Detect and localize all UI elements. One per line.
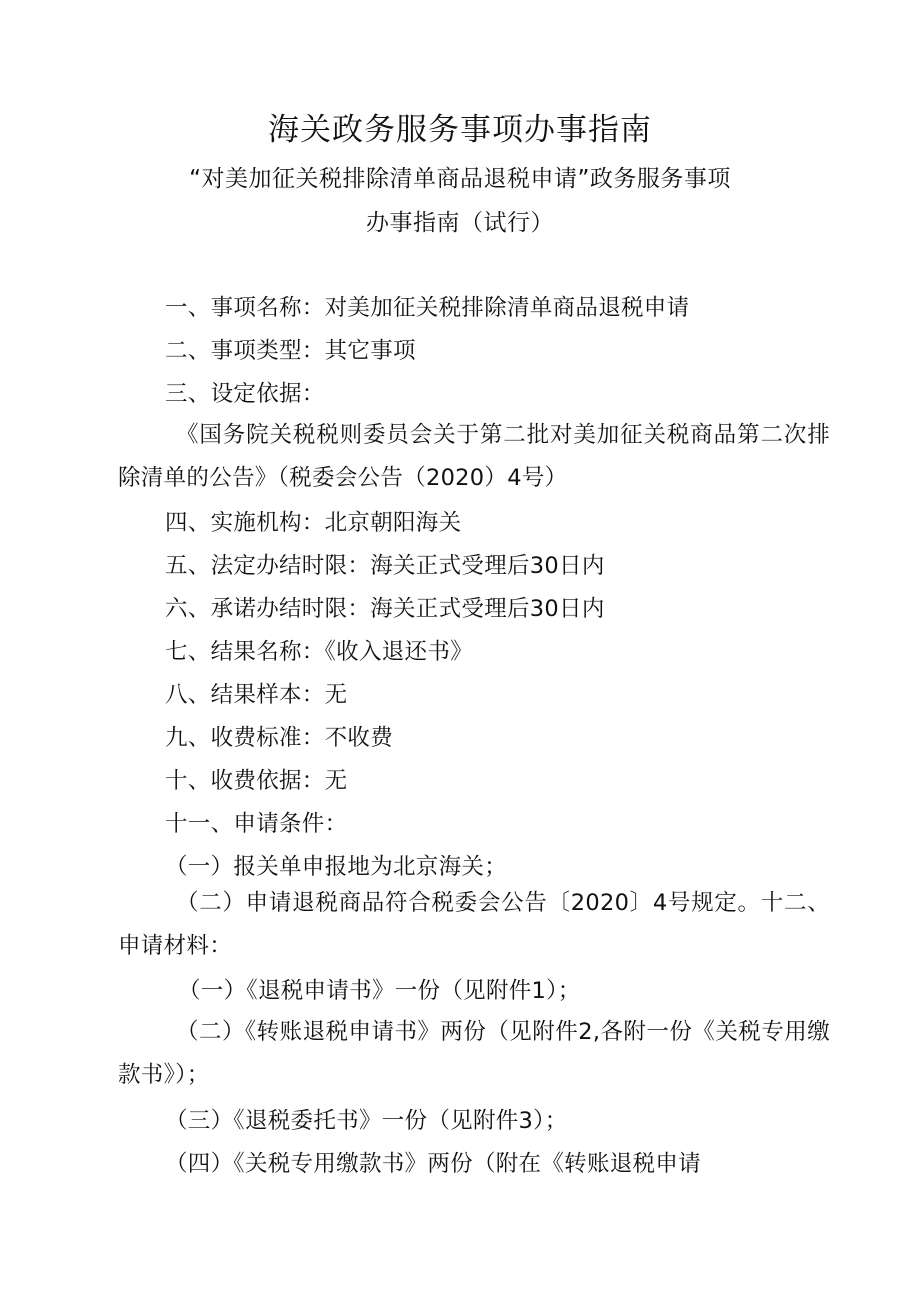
condition-2: （二）申请退税商品符合税委会公告〔2020〕4号规定。十二、申请材料：: [118, 890, 830, 959]
item-basis-text: 《国务院关税税则委员会关于第二批对美加征关税商品第二次排除清单的公告》（税委会公告（2020）4号）: [118, 422, 830, 491]
condition-1: （一）报关单申报地为北京海关；: [165, 854, 508, 880]
item-promised-limit: 六、承诺办结时限：海关正式受理后30日内: [165, 596, 605, 622]
item-result-name: 七、结果名称：《收入退还书》: [165, 639, 473, 665]
material-4: （四）《关税专用缴款书》两份（附在《转账退税申请: [165, 1151, 701, 1177]
item-fee-standard: 九、收费标准：不收费: [165, 725, 394, 751]
item-legal-limit: 五、法定办结时限：海关正式受理后30日内: [165, 553, 605, 579]
item-basis-heading: 三、设定依据：: [165, 381, 325, 407]
material-3: （三）《退税委托书》一份（见附件3）；: [165, 1108, 568, 1134]
item-conditions-heading: 十一、申请条件：: [165, 811, 348, 837]
item-result-sample: 八、结果样本：无: [165, 682, 348, 708]
item-fee-basis: 十、收费依据：无: [165, 768, 348, 794]
document-subtitle: “对美加征关税排除清单商品退税申请”政务服务事项: [189, 166, 731, 192]
item-type: 二、事项类型：其它事项: [165, 338, 416, 364]
document-title: 海关政务服务事项办事指南: [268, 112, 652, 148]
material-2: （二）《转账退税申请书》两份（见附件2,各附一份《关税专用缴款书》）；: [118, 1019, 830, 1088]
document-subtitle-2: 办事指南（试行）: [366, 210, 554, 236]
item-name: 一、事项名称：对美加征关税排除清单商品退税申请: [165, 295, 690, 321]
item-agency: 四、实施机构：北京朝阳海关: [165, 510, 462, 536]
material-1: （一）《退税申请书》一份（见附件1）；: [178, 978, 581, 1004]
